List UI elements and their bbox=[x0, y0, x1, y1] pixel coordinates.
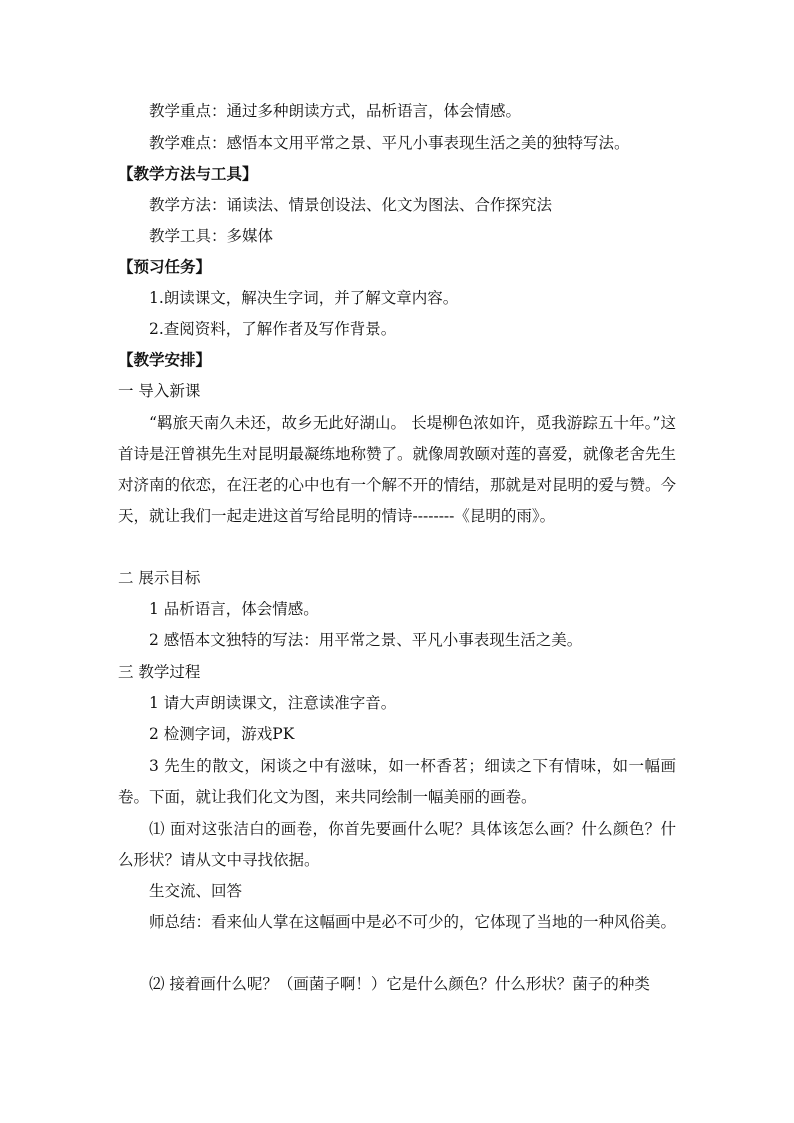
goal-item-2: 2 感悟本文独特的写法：用平常之景、平凡小事表现生活之美。 bbox=[149, 631, 583, 649]
teaching-difficulty: 教学难点：感悟本文用平常之景、平凡小事表现生活之美的独特写法。 bbox=[149, 134, 630, 152]
teaching-focus: 教学重点：通过多种朗读方式，品析语言，体会情感。 bbox=[149, 102, 522, 120]
teaching-tools: 教学工具：多媒体 bbox=[149, 227, 274, 245]
heading-preview-tasks: 【预习任务】 bbox=[118, 257, 212, 276]
section-3-title: 三 教学过程 bbox=[118, 663, 201, 681]
teaching-methods: 教学方法：诵读法、情景创设法、化文为图法、合作探究法 bbox=[149, 196, 553, 214]
process-step-1: 1 请大声朗读课文，注意读准字音。 bbox=[149, 694, 397, 712]
process-step-2: 2 检测字词，游戏PK bbox=[149, 725, 295, 743]
preview-item-2: 2.查阅资料，了解作者及写作背景。 bbox=[149, 320, 397, 338]
question-2: ⑵ 接着画什么呢？（画菌子啊！）它是什么颜色？什么形状？菌子的种类 bbox=[149, 975, 650, 993]
section-2-title: 二 展示目标 bbox=[118, 569, 201, 587]
student-exchange: 生交流、回答 bbox=[149, 882, 243, 900]
intro-paragraph: “羁旅天南久未还，故乡无此好湖山。 长堤柳色浓如许，觅我游踪五十年。”这首诗是汪曾祺先生对昆明最凝练地称赞了。就像周敦颐对莲的喜爱，就像老舍先生对济南的依恋，在汪老的心中也有一个解不开的情结，那就是对昆明的爱与赞。今天，就让我们一起走进这首写给昆明的情诗--------《昆明的雨》。 bbox=[118, 414, 677, 525]
goal-item-1: 1 品析语言，体会情感。 bbox=[149, 600, 319, 618]
heading-teaching-arrangement: 【教学安排】 bbox=[118, 350, 212, 369]
heading-methods-tools: 【教学方法与工具】 bbox=[118, 164, 258, 183]
question-1: ⑴ 面对这张洁白的画卷，你首先要画什么呢？具体该怎么画？什么颜色？什么形状？请从文中寻找依据。 bbox=[118, 820, 676, 869]
teacher-summary: 师总结：看来仙人掌在这幅画中是必不可少的，它体现了当地的一种风俗美。 bbox=[149, 913, 677, 931]
section-1-title: 一 导入新课 bbox=[118, 382, 201, 400]
preview-item-1: 1.朗读课文，解决生字词，并了解文章内容。 bbox=[149, 289, 459, 307]
process-step-3: 3 先生的散文，闲谈之中有滋味，如一杯香茗；细读之下有情味，如一幅画卷。下面，就让我们化文为图，来共同绘制一幅美丽的画卷。 bbox=[118, 757, 676, 806]
